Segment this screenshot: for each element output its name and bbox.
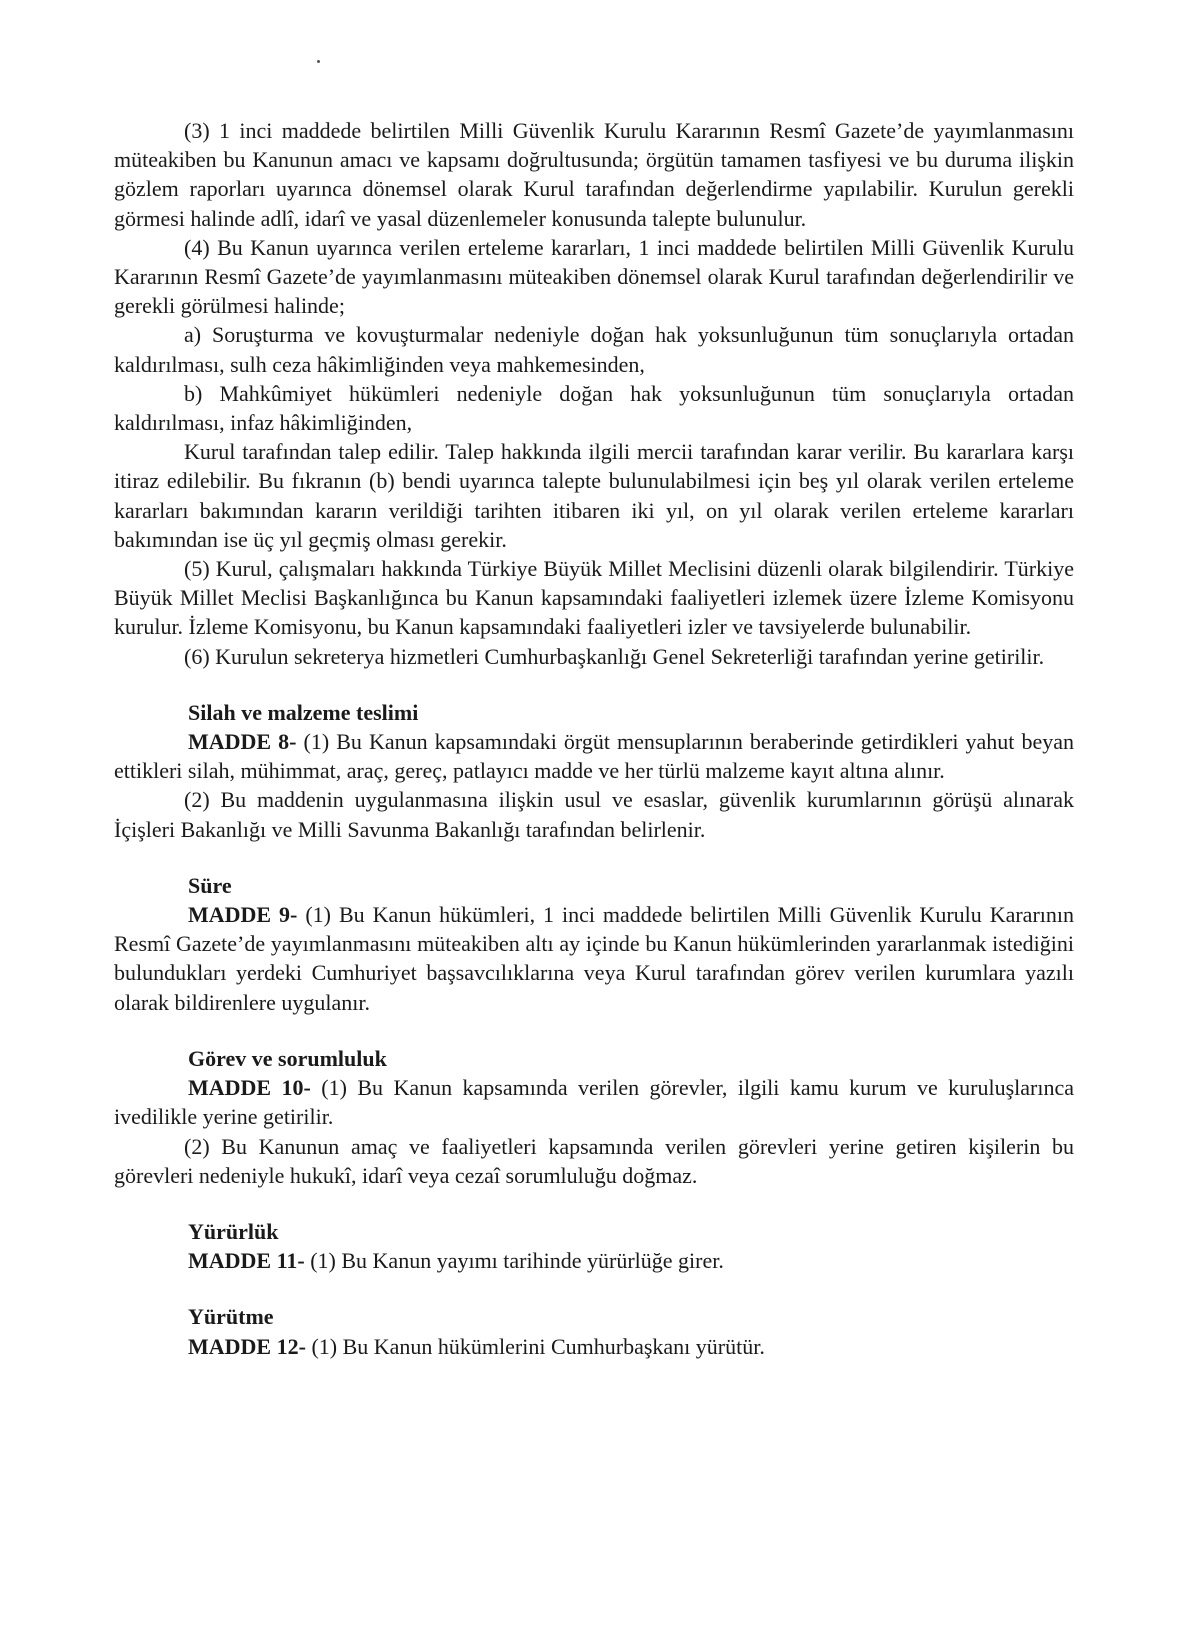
article-first-paragraph (114, 1332, 1074, 1361)
article-first-paragraph (114, 900, 1074, 1017)
article-9 (114, 871, 1074, 1017)
article-heading: Yürütme (188, 1304, 274, 1330)
article-text: (1) Bu Kanun kapsamındaki örgüt mensuplarının beraberinde getirdikleri yahut beyan ettikleri silah, mühimmat, araç, gereç, patlayıcı madde ve her türlü malzeme kayıt altına alınır. (114, 729, 1074, 784)
article-paragraph: (2) Bu maddenin uygulanmasına ilişkin usul ve esaslar, güvenlik kurumlarının görüşü alınarak İçişleri Bakanlığı ve Milli Savunma Bakanlığı tarafından belirlenir. (114, 787, 1074, 842)
spacer (114, 1017, 1074, 1044)
article-text: (1) Bu Kanun kapsamında verilen görevler, ilgili kamu kurum ve kuruluşlarınca ivedilikle yerine getirilir. (114, 1075, 1074, 1130)
article-label: MADDE 10- (188, 1075, 311, 1101)
spacer (114, 1275, 1074, 1302)
article-12 (114, 1302, 1074, 1360)
paragraph-5: (5) Kurul, çalışmaları hakkında Türkiye Büyük Millet Meclisini düzenli olarak bilgilendirir. Türkiye Büyük Millet Meclisi Başkanlığınca bu Kanun kapsamındaki faaliyetleri izlemek üzere İzleme Komisyonu kurulur. İzleme Komisyonu, bu Kanun kapsamındaki faaliyetleri izler ve tavsiyelerde bulunabilir. (114, 556, 1074, 640)
paragraph-3: (3) 1 inci maddede belirtilen Milli Güvenlik Kurulu Kararının Resmî Gazete’de yayımlanmasını müteakiben bu Kanunun amacı ve kapsamı doğrultusunda; örgütün tamamen tasfiyesi ve bu duruma ilişkin gözlem raporları uyarınca dönemsel olarak Kurul tarafından değerlendirme yapılabilir. Kurulun gerekli görmesi halinde adlî, idarî ve yasal düzenlemeler konusunda talepte bulunulur. (114, 118, 1074, 231)
article-heading: Silah ve malzeme teslimi (188, 699, 419, 725)
article-11 (114, 1217, 1074, 1275)
article-first-paragraph (114, 1246, 1074, 1275)
article-text: (1) Bu Kanun hükümleri, 1 inci maddede belirtilen Milli Güvenlik Kurulu Kararının Resmî Gazete’de yayımlanmasını müteakiben altı ay içinde bu Kanun hükümlerinden yararlanmak istediğini bulundukları yerdeki Cumhuriyet başsavcılıklarına veya Kurul tarafından görev verilen kurumlara yazılı olarak bildirenlere uygulanır. (114, 902, 1075, 1015)
paragraph-4: (4) Bu Kanun uyarınca verilen erteleme kararları, 1 inci maddede belirtilen Milli Güvenlik Kurulu Kararının Resmî Gazete’de yayımlanmasını müteakiben dönemsel olarak Kurul tarafından değerlendirilir ve gerekli görülmesi halinde; (114, 234, 1074, 319)
spacer (114, 1190, 1074, 1217)
paragraph-4-conclusion: Kurul tarafından talep edilir. Talep hakkında ilgili mercii tarafından karar verilir. Bu kararlara karşı itiraz edilebilir. Bu fıkranın (b) bendi uyarınca talepte bulunulabilmesi için beş yıl olarak verilen erteleme kararları bakımından kararın verildiği tarihten itibaren iki yıl, on yıl olarak verilen erteleme kararları bakımından ise üç yıl geçmiş olması gerekir. (114, 439, 1074, 552)
article-paragraph: (2) Bu Kanunun amaç ve faaliyetleri kapsamında verilen görevleri yerine getiren kişilerin bu görevleri nedeniyle hukukî, idarî veya cezaî sorumluluğu doğmaz. (114, 1133, 1074, 1188)
article-text: (1) Bu Kanun hükümlerini Cumhurbaşkanı yürütür. (311, 1333, 765, 1359)
article-heading: Görev ve sorumluluk (188, 1045, 387, 1071)
article-7-continuation (114, 116, 1074, 671)
spacer (114, 671, 1074, 698)
article-first-paragraph (114, 727, 1074, 785)
article-10 (114, 1044, 1074, 1190)
article-first-paragraph (114, 1073, 1074, 1131)
article-label: MADDE 8- (188, 729, 297, 755)
clause-b: b) Mahkûmiyet hükümleri nedeniyle doğan hak yoksunluğunun tüm sonuçlarıyla ortadan kaldırılması, infaz hâkimliğinden, (114, 380, 1074, 436)
article-label: MADDE 12- (188, 1333, 306, 1359)
article-text: (1) Bu Kanun yayımı tarihinde yürürlüğe girer. (310, 1248, 724, 1274)
article-8 (114, 698, 1074, 844)
clause-a: a) Soruşturma ve kovuşturmalar nedeniyle doğan hak yoksunluğunun tüm sonuçlarıyla ortadan kaldırılması, sulh ceza hâkimliğinden veya mahkemesinden, (114, 322, 1074, 377)
spacer (114, 844, 1074, 871)
article-heading: Yürürlük (188, 1218, 279, 1244)
article-heading: Süre (188, 872, 232, 898)
article-label: MADDE 9- (188, 902, 298, 928)
article-label: MADDE 11- (188, 1248, 305, 1274)
paragraph-6: (6) Kurulun sekreterya hizmetleri Cumhurbaşkanlığı Genel Sekreterliği tarafından yerine getirilir. (184, 643, 1045, 669)
scan-speck (317, 60, 320, 63)
